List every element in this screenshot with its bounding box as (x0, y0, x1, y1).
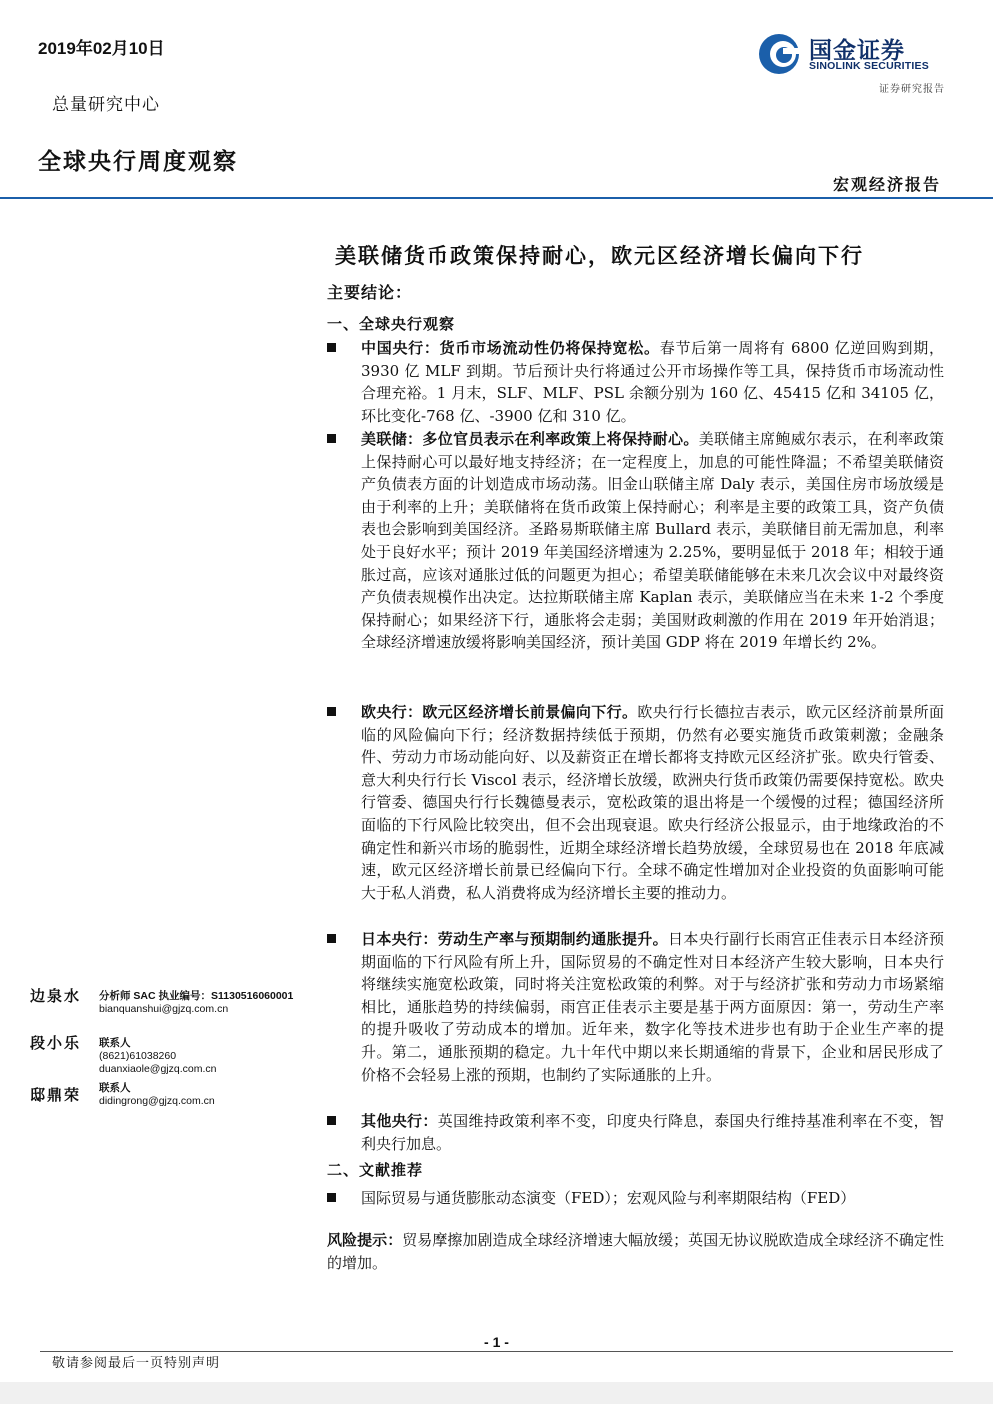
section-heading-literature: 二、文献推荐 (327, 1161, 424, 1179)
bullet-ecb (327, 701, 944, 904)
bullet-square-icon (327, 434, 336, 443)
risk-label: 风险提示： (327, 1231, 403, 1249)
bullet-literature (327, 1187, 944, 1210)
logo-english-name: SINOLINK SECURITIES (809, 60, 929, 72)
risk-text: 贸易摩擦加剧造成全球经济增速大幅放缓；英国无协议脱欧造成全球经济不确定性的增加。 (327, 1231, 944, 1272)
logo-chinese-name: 国金证券 (809, 38, 905, 64)
company-logo (757, 30, 947, 78)
analyst-email: duanxiaole@gjzq.com.cn (99, 1063, 217, 1075)
report-series-title: 全球央行周度观察 (38, 148, 238, 175)
analyst-phone: (8621)61038260 (99, 1050, 177, 1062)
report-headline: 美联储货币政策保持耐心，欧元区经济增长偏向下行 (335, 243, 864, 268)
logo-mark-icon (757, 32, 801, 76)
bullet-body: 美联储主席鲍威尔表示，在利率政策上保持耐心可以最好地支持经济；在一定程度上，加息的可能性降温；不希望美联储资产负债表方面的计划造成市场动荡。旧金山联储主席 Daly 表示，美国住房市场放缓是由于利率的上升；美联储将在货币政策上保持耐心；利率是主要的政策工具，资产负债表也会影响到美国经济。圣路易斯联储主席 Bullard 表示，美联储目前无需加息，利率处于良好水平；预计 2019 年美国经济增速为 2.25%，要明显低于 2018 年；相较于通胀过高，应该对通胀过低的问题更为担心；希望美联储能够在未来几次会议中对最终资产负债表规模作出决定。达拉斯联储主席 Kaplan 表示，美联储应当在未来 1-2 个季度保持耐心；如果经济下行，通胀将会走弱；美国财政刺激的作用在 2019 年开始消退；全球经济增速放缓将影响美国经济，预计美国 GDP 将在 2019 年增长约 2%。 (361, 430, 944, 652)
bullet-lead: 美联储：多位官员表示在利率政策上将保持耐心。 (361, 430, 699, 448)
analyst-info (99, 1037, 216, 1076)
bullet-lead: 其他央行： (361, 1112, 438, 1130)
analyst-role: 分析师 SAC 执业编号： (99, 990, 212, 1002)
risk-warning (327, 1229, 944, 1275)
bullet-square-icon (327, 1116, 336, 1125)
bottom-bar (0, 1382, 993, 1404)
analyst-info (99, 990, 293, 1016)
bullet-federal-reserve (327, 428, 944, 654)
analyst-name: 邸鼎荣 (30, 1086, 82, 1104)
header-divider (0, 197, 993, 199)
bullet-body: 英国维持政策利率不变，印度央行降息，泰国央行维持基准利率在不变，智利央行加息。 (361, 1112, 944, 1153)
analyst-name: 边泉水 (30, 987, 82, 1005)
analyst-role: 联系人 (99, 1037, 131, 1049)
bullet-square-icon (327, 1193, 336, 1202)
bullet-other-central-banks (327, 1110, 944, 1155)
bullet-body: 欧央行行长德拉吉表示，欧元区经济前景所面临的风险偏向下行；经济数据持续低于预期，仍然有必要实施货币政策刺激；金融条件、劳动力市场动能向好、以及薪资正在增长都将支持欧元区经济扩张。欧央行管委、意大利央行行长 Viscol 表示，经济增长放缓，欧洲央行货币政策仍需要保持宽松。欧央行管委、德国央行行长魏德曼表示，宽松政策的退出将是一个缓慢的过程；德国经济所面临的下行风险比较突出，但不会出现衰退。欧央行经济公报显示，由于地缘政治的不确定性和新兴市场的脆弱性，近期全球经济增长趋势放缓，全球贸易也在 2018 年底减速，欧元区经济增长前景已经偏向下行。全球不确定性增加对企业投资的负面影响可能大于私人消费，私人消费将成为经济增长主要的推动力。 (361, 703, 944, 902)
main-conclusions-heading: 主要结论： (327, 283, 413, 302)
page-number: - 1 - (484, 1334, 509, 1350)
literature-text: 国际贸易与通货膨胀动态演变（FED）；宏观风险与利率期限结构（FED） (361, 1189, 856, 1207)
bullet-square-icon (327, 707, 336, 716)
report-type: 宏观经济报告 (832, 175, 941, 194)
bullet-bank-of-japan (327, 928, 944, 1086)
bullet-body: 日本央行副行长雨宫正佳表示日本经济预期面临的下行风险有所上升，国际贸易的不确定性对日本经济产生较大影响，日本央行将继续实施宽松政策，同时将关注宽松政策的利弊。对于与经济扩张和劳动力市场紧缩相比，通胀趋势的持续偏弱，雨宫正佳表示主要是基于两方面原因：第一，劳动生产率的提升吸收了劳动成本的增加。近年来，数字化等技术进步也有助于企业生产率的提升。第二，通胀预期的稳定。九十年代中期以来长期通缩的背景下，企业和居民形成了价格不会轻易上涨的预期，也制约了实际通胀的上升。 (361, 930, 944, 1084)
bullet-square-icon (327, 343, 336, 352)
analyst-name: 段小乐 (30, 1034, 82, 1052)
bullet-lead: 中国央行：货币市场流动性仍将保持宽松。 (361, 339, 660, 357)
bullet-china-central-bank (327, 337, 944, 427)
logo-subtitle: 证券研究报告 (879, 84, 945, 95)
analyst-email: bianquanshui@gjzq.com.cn (99, 1003, 229, 1015)
bullet-lead: 欧央行：欧元区经济增长前景偏向下行。 (361, 703, 638, 721)
bullet-square-icon (327, 934, 336, 943)
analyst-email: didingrong@gjzq.com.cn (99, 1095, 215, 1107)
bullet-body: 春节后第一周将有 6800 亿逆回购到期，3930 亿 MLF 到期。节后预计央行将通过公开市场操作等工具，保持货币市场流动性合理充裕。1 月末，SLF、MLF、PSL 余额分别为 160 亿、45415 亿和 34105 亿，环比变化-768 亿、-3900 亿和 310 亿。 (361, 339, 944, 425)
analyst-info (99, 1082, 215, 1108)
bullet-lead: 日本央行：劳动生产率与预期制约通胀提升。 (361, 930, 669, 948)
report-date: 2019年02月10日 (38, 39, 165, 58)
analyst-sac-number: S1130516060001 (211, 990, 294, 1002)
analyst-role: 联系人 (99, 1082, 131, 1094)
section-heading-central-banks: 一、全球央行观察 (327, 315, 456, 333)
department-name: 总量研究中心 (52, 95, 160, 115)
footer-disclaimer: 敬请参阅最后一页特别声明 (52, 1356, 221, 1371)
